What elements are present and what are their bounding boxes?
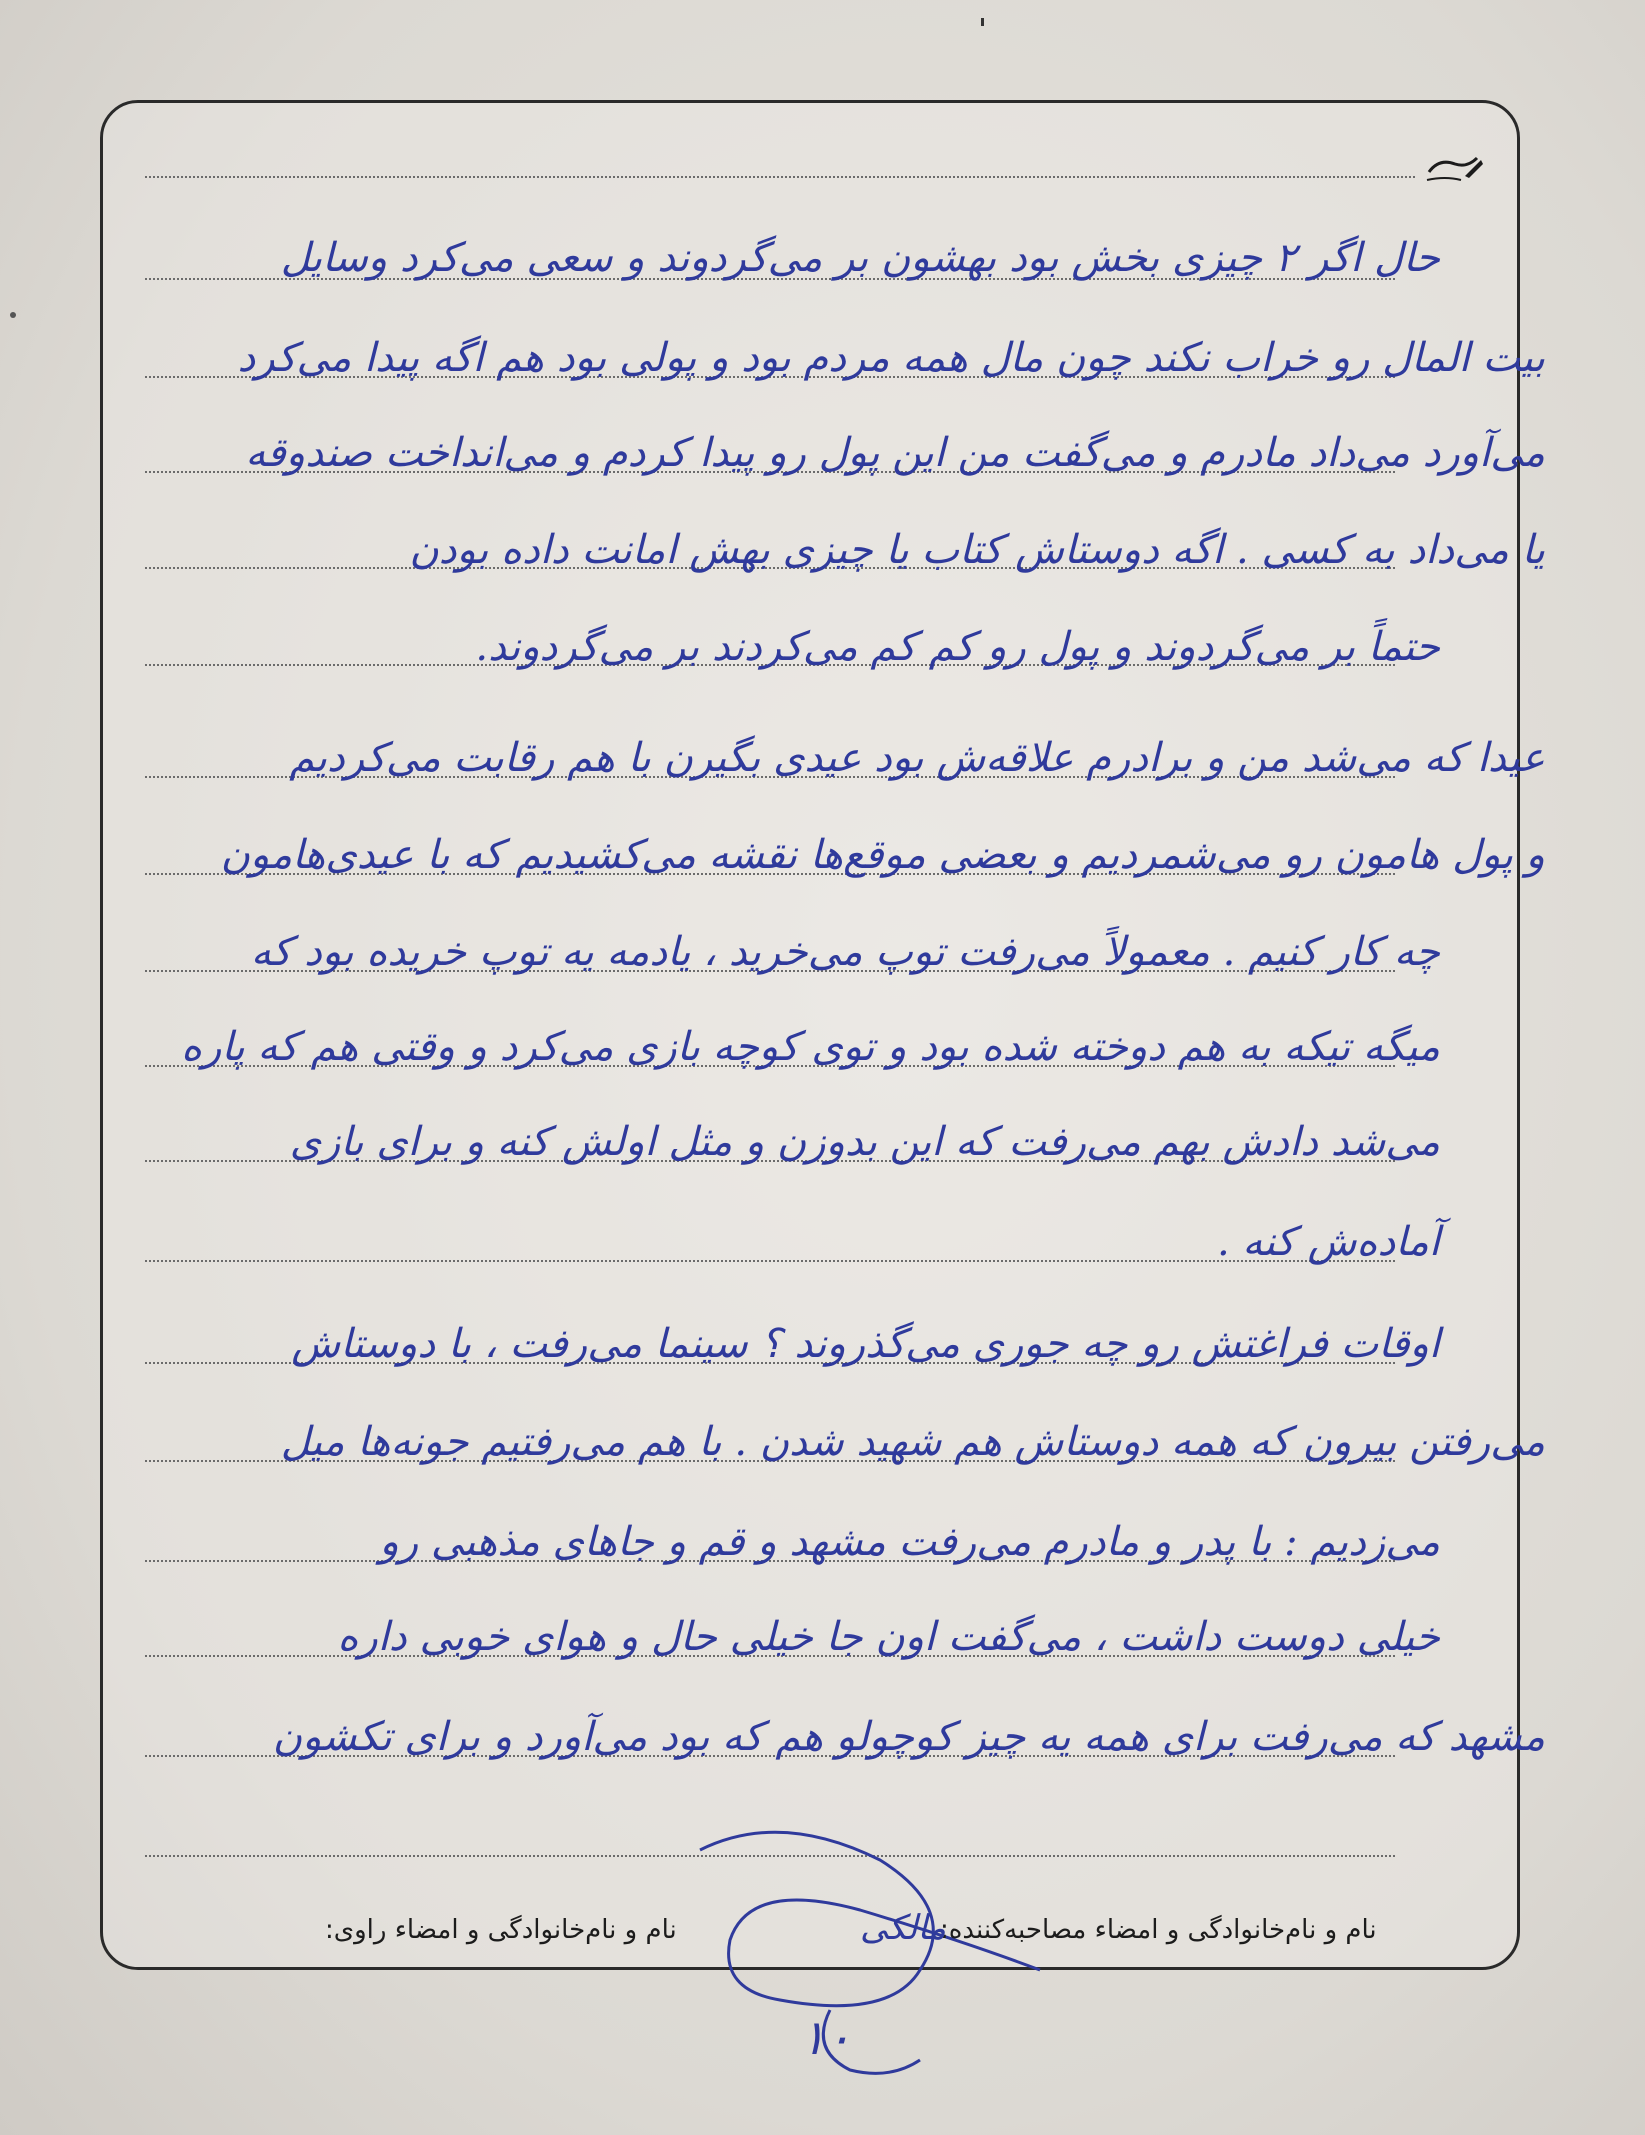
pen-writing-icon	[1425, 150, 1485, 184]
handwritten-line: می‌زدیم : با پدر و مادرم می‌رفت مشهد و قم و جاهای مذهبی رو	[379, 1519, 1440, 1565]
handwritten-line: آماده‌ش کنه .	[1216, 1219, 1440, 1265]
handwritten-line: اوقات فراغتش رو چه جوری می‌گذروند ؟ سینما می‌رفت ، با دوستاش	[291, 1321, 1440, 1367]
handwritten-line: حتماً بر می‌گردوند و پول رو کم کم می‌کردند بر می‌گردوند.	[475, 624, 1440, 670]
interviewer-signature-label: نام و نام‌خانوادگی و امضاء مصاحبه‌کننده:	[940, 1915, 1377, 1945]
handwritten-line: و پول هامون رو می‌شمردیم و بعضی موقع‌ها نقشه می‌کشیدیم که با عیدی‌هامون	[220, 832, 1545, 878]
page-number: ۱۰	[800, 2010, 852, 2066]
handwritten-line: چه کار کنیم . معمولاً می‌رفت توپ می‌خرید ، یادمه یه توپ خریده بود که	[250, 929, 1440, 975]
handwritten-line: مشهد که می‌رفت برای همه یه چیز کوچولو هم که بود می‌آورد و برای تکشون	[272, 1714, 1545, 1760]
narrator-signature-label: نام و نام‌خانوادگی و امضاء راوی:	[325, 1915, 677, 1945]
signature-flourish	[660, 1820, 1120, 2080]
interviewer-signature: مالکی	[860, 1908, 947, 1948]
handwritten-line: عیدا که می‌شد من و برادرم علاقه‌ش بود عیدی بگیرن با هم رقابت می‌کردیم	[289, 735, 1545, 781]
handwritten-line: می‌رفتن بیرون که همه دوستاش هم شهید شدن . با هم می‌رفتیم جونه‌ها میل	[280, 1419, 1545, 1465]
handwritten-line: می‌شد دادش بهم می‌رفت که این بدوزن و مثل اولش کنه و برای بازی	[289, 1119, 1440, 1165]
scan-mark	[981, 18, 984, 26]
handwritten-line: یا می‌داد به کسی . اگه دوستاش کتاب یا چیزی بهش امانت داده بودن	[409, 527, 1545, 573]
handwritten-line: خیلی دوست داشت ، می‌گفت اون جا خیلی حال و هوای خوبی داره	[337, 1614, 1440, 1660]
handwritten-line: میگه تیکه به هم دوخته شده بود و توی کوچه بازی می‌کرد و وقتی هم که پاره	[181, 1024, 1440, 1070]
header-dotted-line	[145, 176, 1415, 178]
handwritten-line: بیت المال رو خراب نکند چون مال همه مردم بود و پولی بود هم اگه پیدا می‌کرد	[237, 335, 1545, 381]
handwritten-line: حال اگر ۲ چیزی بخش بود بهشون بر می‌گردوند و سعی می‌کرد وسایل	[280, 235, 1440, 281]
scan-speck	[10, 312, 16, 318]
handwritten-line: می‌آورد می‌داد مادرم و می‌گفت من این پول رو پیدا کردم و می‌انداخت صندوقه	[245, 430, 1545, 476]
